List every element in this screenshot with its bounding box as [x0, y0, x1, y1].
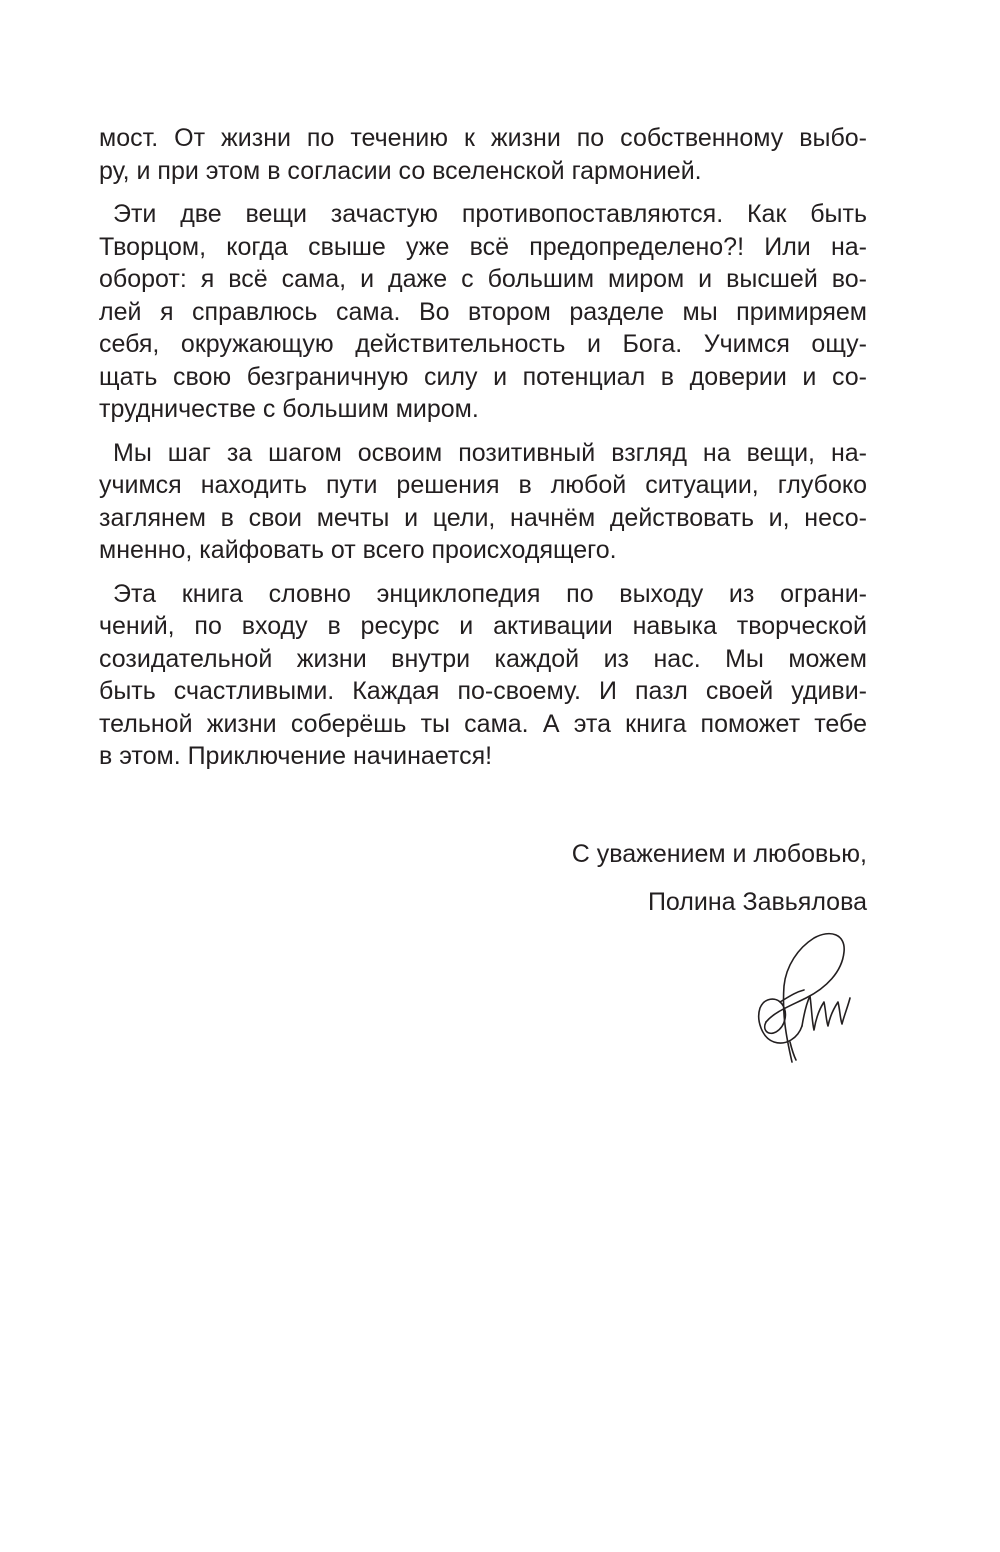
- text-line: щать свою безграничную силу и потенциал в доверии и со-: [99, 362, 867, 391]
- text-line: Эта книга словно энциклопедия по выходу из ограни-: [113, 579, 867, 608]
- text-line: заглянем в свои мечты и цели, начнём действовать и, несо-: [99, 503, 867, 532]
- text-line: Эти две вещи зачастую противопоставляются. Как быть: [113, 200, 867, 228]
- paragraph-2: [99, 198, 867, 426]
- body-text: [99, 122, 867, 784]
- paragraph-4: [99, 578, 867, 773]
- text-line: себя, окружающую действительность и Бога. Учимся ощу-: [99, 330, 867, 358]
- closing-regards: С уважением и любовью,: [571, 840, 867, 868]
- text-line: ру, и при этом в согласии со вселенской гармонией.: [99, 156, 702, 185]
- text-line: быть счастливыми. Каждая по-своему. И пазл своей удиви-: [99, 677, 867, 705]
- text-line: мост. От жизни по течению к жизни по собственному выбо-: [99, 124, 867, 152]
- text-line: тельной жизни соберёшь ты сама. А эта книга поможет тебе: [99, 709, 867, 738]
- text-line: чений, по входу в ресурс и активации навыка творческой: [99, 612, 867, 640]
- text-line: лей я справлюсь сама. Во втором разделе мы примиряем: [99, 297, 867, 326]
- author-name: Полина Завьялова: [647, 888, 867, 916]
- text-line: в этом. Приключение начинается!: [99, 742, 493, 770]
- signature-icon: [746, 926, 856, 1068]
- text-line: Мы шаг за шагом освоим позитивный взгляд на вещи, на-: [113, 438, 867, 467]
- paragraph-1: [99, 122, 867, 187]
- text-line: оборот: я всё сама, и даже с большим миром и высшей во-: [99, 265, 867, 293]
- text-line: созидательной жизни внутри каждой из нас. Мы можем: [99, 644, 867, 673]
- text-line: мненно, кайфовать от всего происходящего.: [99, 536, 617, 564]
- paragraph-3: [99, 437, 867, 567]
- text-line: Творцом, когда свыше уже всё предопределено?! Или на-: [99, 232, 867, 261]
- text-line: учимся находить пути решения в любой ситуации, глубоко: [99, 471, 867, 499]
- text-line: трудничестве с большим миром.: [99, 395, 479, 423]
